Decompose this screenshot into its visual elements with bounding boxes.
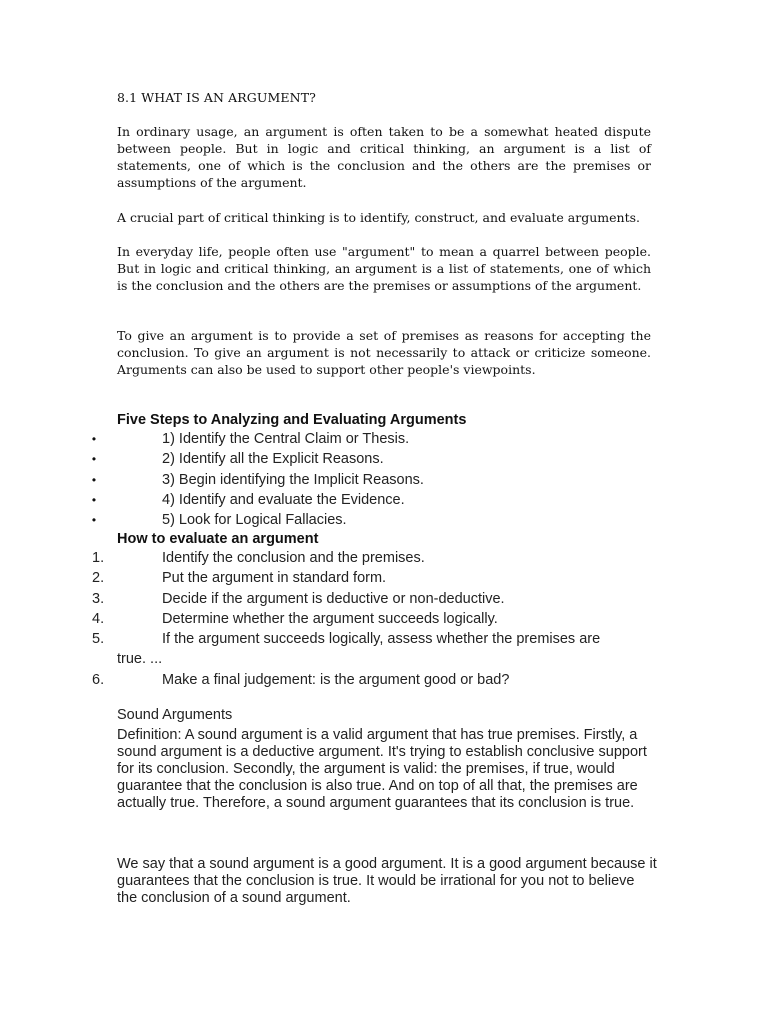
list-item-continuation: true. ...	[117, 651, 163, 668]
list-item: • 5) Look for Logical Fallacies.	[0, 510, 768, 530]
list-item: 6. Make a final judgement: is the argument good or bad?	[0, 670, 768, 690]
bullet-icon: •	[91, 492, 97, 507]
list-item: 3. Decide if the argument is deductive or non-deductive.	[0, 589, 768, 609]
list-number: 1.	[92, 550, 105, 566]
sound-good-argument-paragraph: We say that a sound argument is a good argument. It is a good argument because it guarantees that the conclusion is true. It would be irrational for you not to believe the conclusion of a sound argument.	[117, 856, 657, 907]
list-item: 4. Determine whether the argument succeeds logically.	[0, 609, 768, 629]
paragraph-everyday-life: In everyday life, people often use "argument" to mean a quarrel between people. But in logic and critical thinking, an argument is a list of statements, one of which is the conclusion and the others are the premises or assumptions of the argument.	[117, 244, 651, 293]
list-item: 2. Put the argument in standard form.	[0, 568, 768, 588]
evaluate-title: How to evaluate an argument	[117, 531, 319, 547]
list-item: 5. If the argument succeeds logically, assess whether the premises are true. ...	[0, 629, 768, 670]
bullet-icon: •	[91, 472, 97, 487]
list-item: • 2) Identify all the Explicit Reasons.	[0, 449, 768, 469]
paragraph-argument-usage: In ordinary usage, an argument is often taken to be a somewhat heated dispute between people. But in logic and critical thinking, an argument is a list of statements, one of which is the conclusion and the others are the premises or assumptions of the argument.	[117, 124, 651, 190]
five-steps-title: Five Steps to Analyzing and Evaluating Arguments	[117, 412, 467, 428]
list-number: 4.	[92, 610, 105, 627]
paragraph-critical-thinking: A crucial part of critical thinking is to identify, construct, and evaluate arguments.	[117, 210, 640, 225]
list-item: • 4) Identify and evaluate the Evidence.	[0, 490, 768, 510]
bullet-icon: •	[91, 432, 97, 446]
evaluate-steps-list	[0, 548, 768, 690]
paragraph-give-argument: To give an argument is to provide a set of premises as reasons for accepting the conclusion. To give an argument is not necessarily to attack or criticize someone. Arguments can also be used to support other people's viewpoints.	[117, 328, 651, 377]
sound-arguments-title: Sound Arguments	[117, 707, 233, 723]
sound-definition-paragraph: Definition: A sound argument is a valid argument that has true premises. Firstly, a sound argument is a deductive argument. It's trying to establish conclusive support for its conclusion. Secondly, the argument is valid: the premises, if true, would guarantee that the conclusion is also true. And on top of all that, the premises are actually true. Therefore, a sound argument guarantees that its conclusion is true.	[117, 727, 647, 812]
bullet-icon: •	[91, 513, 97, 528]
list-number: 3.	[92, 590, 105, 607]
bullet-icon: •	[91, 452, 97, 467]
list-number: 5.	[92, 631, 105, 648]
five-steps-list	[0, 429, 768, 530]
list-item: 1. Identify the conclusion and the premises.	[0, 548, 768, 568]
list-number: 2.	[92, 570, 105, 587]
list-number: 6.	[92, 671, 105, 688]
list-item: • 3) Begin identifying the Implicit Reasons.	[0, 470, 768, 490]
section-heading: 8.1 WHAT IS AN ARGUMENT?	[117, 90, 316, 105]
list-item: • 1) Identify the Central Claim or Thesis.	[0, 429, 768, 449]
